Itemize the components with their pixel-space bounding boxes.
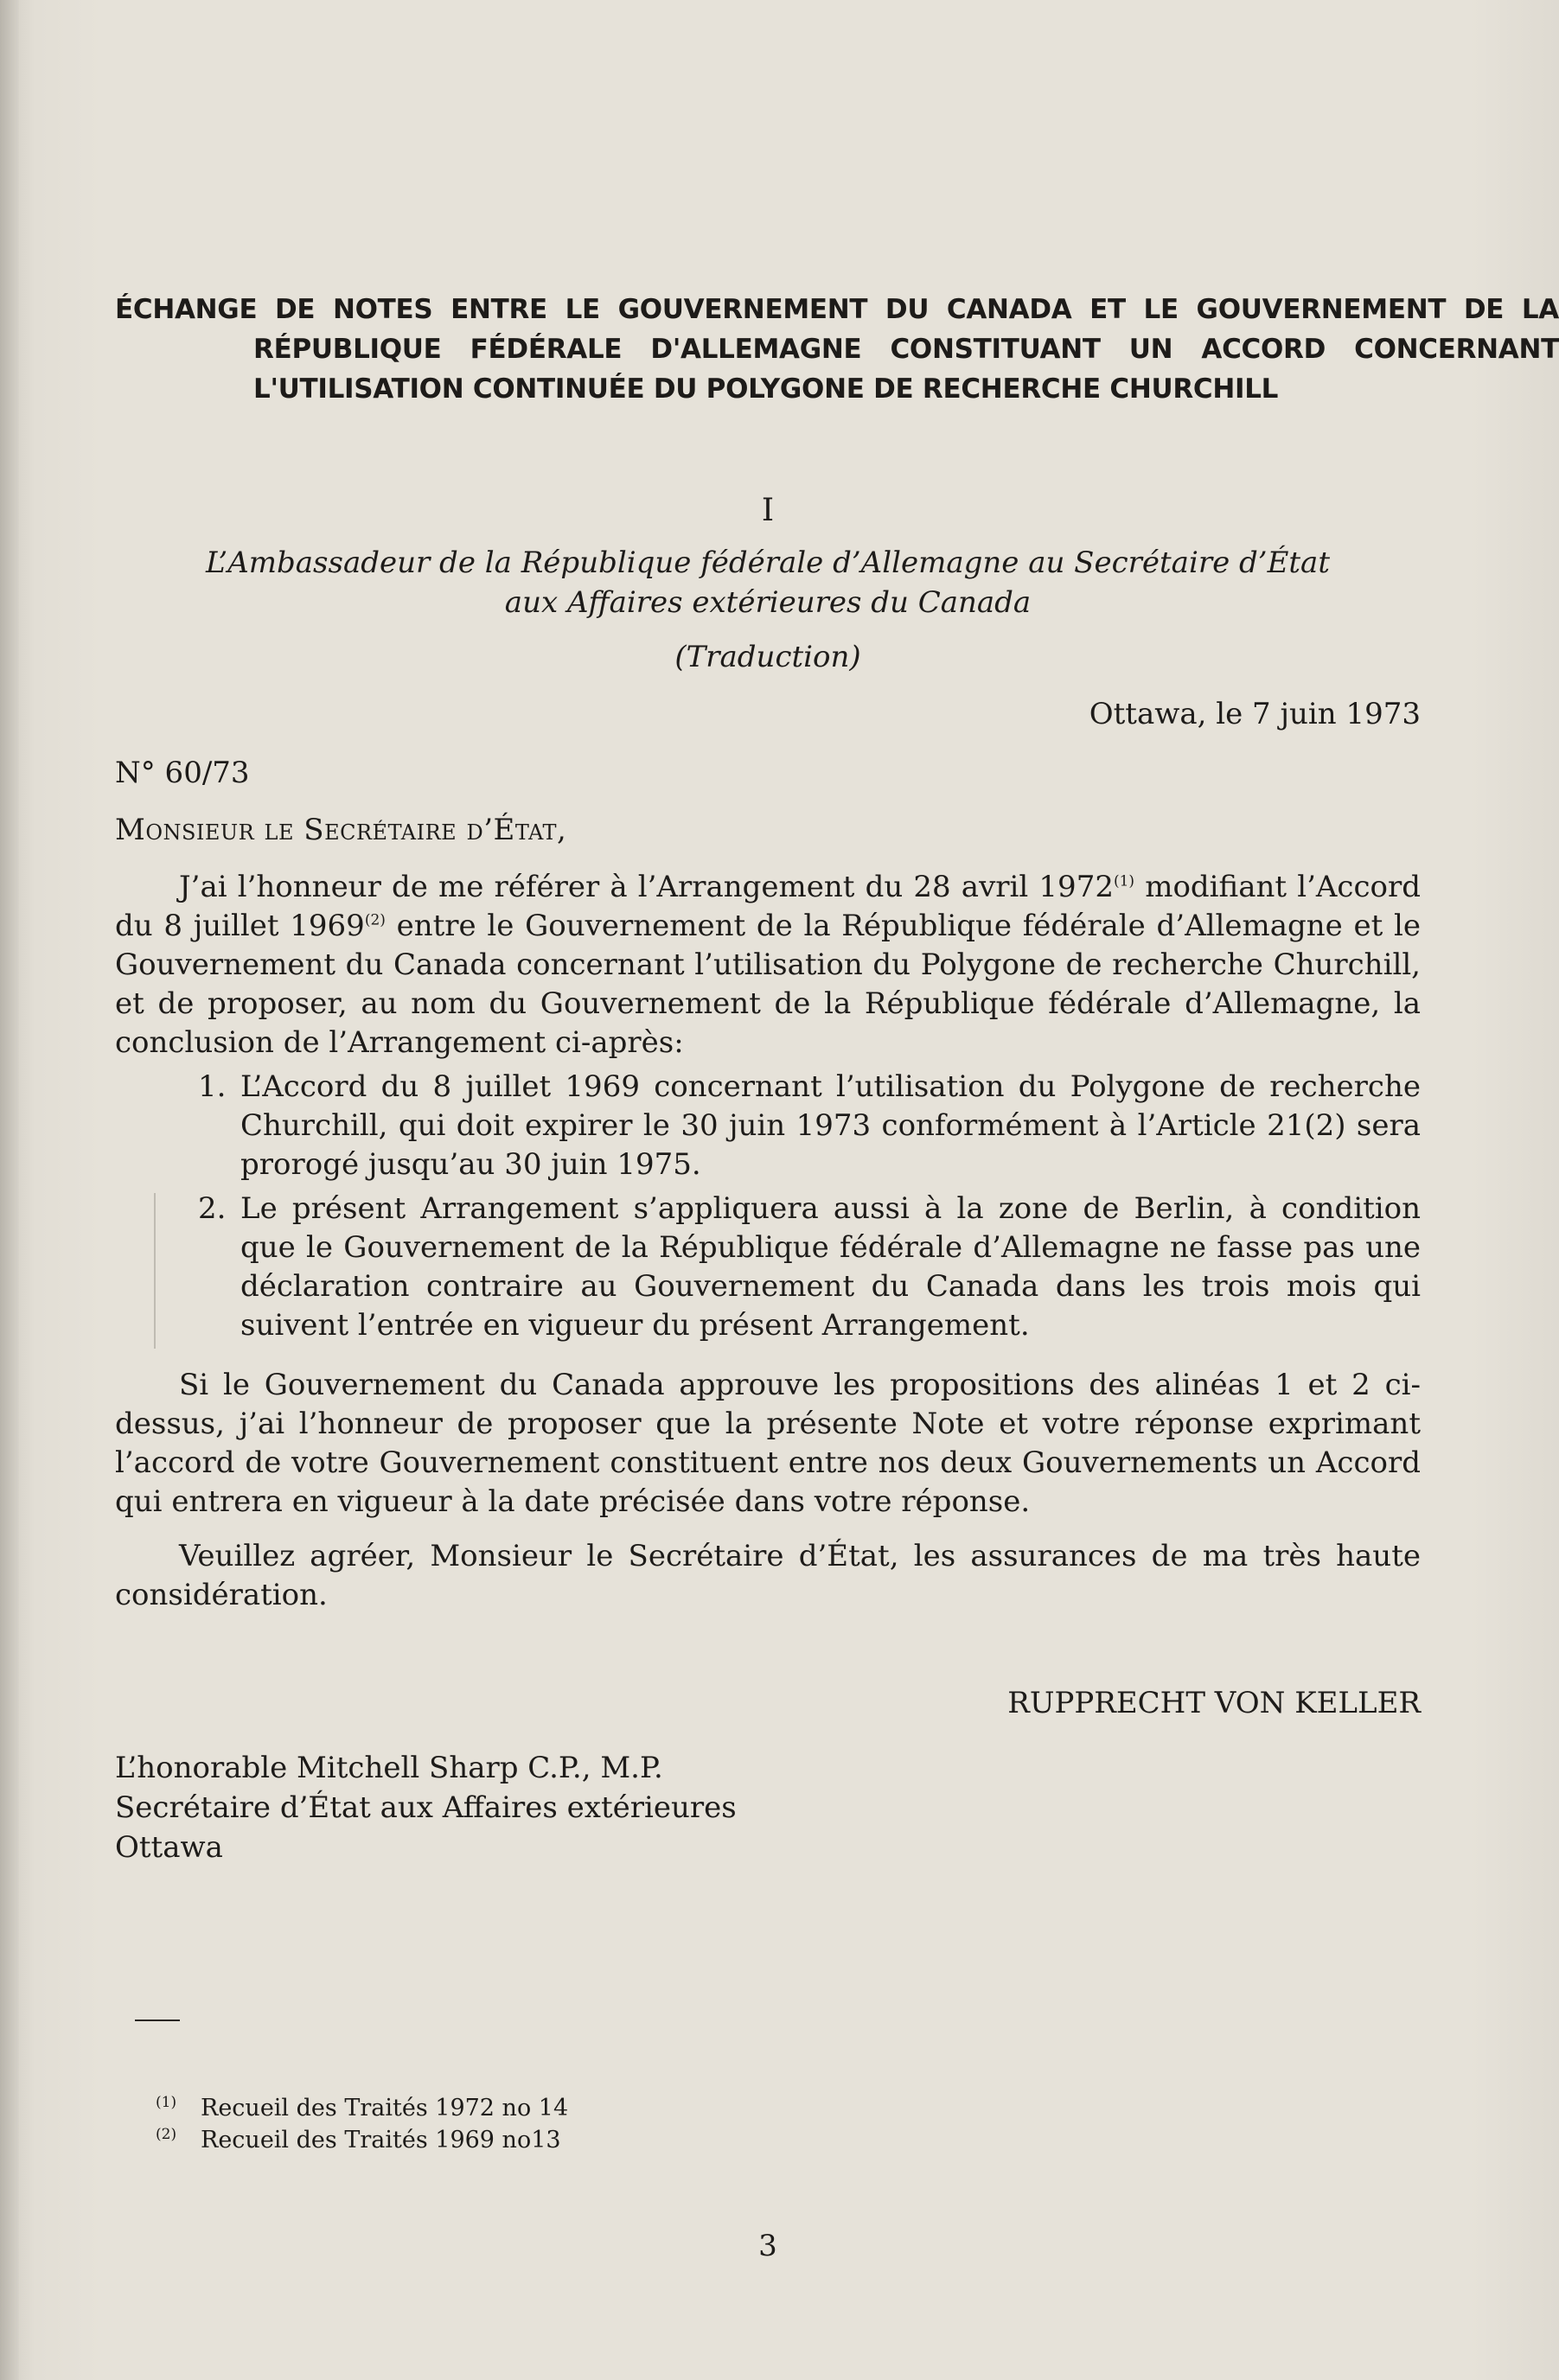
footnote: (2) Recueil des Traités 1969 no13 bbox=[156, 2126, 561, 2153]
letter-body bbox=[115, 868, 1421, 1615]
footnotes bbox=[156, 2092, 934, 2156]
footnote-text: Recueil des Traités 1972 no 14 bbox=[201, 2095, 569, 2122]
footnote-ref: (1) bbox=[1113, 872, 1135, 890]
recipient-line: Ottawa bbox=[115, 1830, 223, 1865]
list-item-number: 2. bbox=[198, 1191, 227, 1226]
list-item bbox=[115, 1068, 1421, 1184]
list-item-number: 1. bbox=[198, 1069, 227, 1104]
addressee-block bbox=[115, 543, 1421, 622]
footnote: (1) Recueil des Traités 1972 no 14 bbox=[156, 2094, 569, 2122]
translation-note: (Traduction) bbox=[674, 640, 861, 674]
page-number: 3 bbox=[758, 2229, 777, 2263]
footnote-divider bbox=[135, 2019, 180, 2021]
footnote-text: Recueil des Traités 1969 no13 bbox=[201, 2127, 561, 2153]
paragraph: J’ai l’honneur de me référer à l’Arrangement du 28 avril 1972$^{(1)}$ modifiant l’Accord du 8 juillet 1969$^{(2)}$ entre le Gouvernement de la République fédérale d’Allemagne et le Gouvernement du Canada concernant l’utilisation du Polygone de recherche Churchill, et de proposer, au nom du Gouvernement de la République fédérale d’Allemagne, la conclusion de l’Arrangement ci-après: bbox=[115, 870, 1422, 1060]
addressee-line: aux Affaires extérieures du Canada bbox=[504, 585, 1032, 620]
list-item bbox=[115, 1190, 1421, 1345]
salutation: Monsieur le Secrétaire d’État, bbox=[115, 813, 567, 847]
footnote-ref: (2) bbox=[364, 911, 386, 929]
section-number: I bbox=[761, 493, 775, 528]
recipient-line: Secrétaire d’État aux Affaires extérieures bbox=[115, 1790, 737, 1825]
signature: RUPPRECHT VON KELLER bbox=[1007, 1686, 1421, 1720]
numbered-list bbox=[115, 1068, 1421, 1345]
paragraph: Veuillez agréer, Monsieur le Secrétaire d’État, les assurances de ma très haute considération. bbox=[115, 1539, 1421, 1612]
document-heading: ÉCHANGE DE NOTES ENTRE LE GOUVERNEMENT DU CANADA ET LE GOUVERNEMENT DE LA RÉPUBLIQUE FÉDÉRALE D'ALLEMAGNE CONSTITUANT UN ACCORD CONCERNANT L'UTILISATION CONTINUÉE DU POLYGONE DE RECHERCHE CHURCHILL bbox=[115, 294, 1559, 405]
addressee-line: L’Ambassadeur de la République fédérale d’Allemagne au Secrétaire d’État bbox=[205, 546, 1330, 580]
dateline: Ottawa, le 7 juin 1973 bbox=[1089, 697, 1421, 731]
recipient-block bbox=[115, 1748, 1421, 1867]
paragraph: Si le Gouvernement du Canada approuve les propositions des alinéas 1 et 2 ci-dessus, j’ai l’honneur de proposer que la présente Note et votre réponse exprimant l’accord de votre Gouvernement constituent entre nos deux Gouvernements un Accord qui entrera en vigueur à la date précisée dans votre réponse. bbox=[115, 1368, 1421, 1519]
list-item-text: Le présent Arrangement s’appliquera aussi à la zone de Berlin, à condition que le Gouvernement de la République fédérale d’Allemagne ne fasse pas une déclaration contraire au Gouvernement du Canada dans les trois mois qui suivent l’entrée en vigueur du présent Arrangement. bbox=[240, 1191, 1421, 1343]
reference-number: N° 60/73 bbox=[115, 756, 250, 790]
margin-mark bbox=[154, 1193, 156, 1349]
page-binding-shadow bbox=[0, 0, 19, 2380]
recipient-line: L’honorable Mitchell Sharp C.P., M.P. bbox=[115, 1751, 663, 1785]
list-item-text: L’Accord du 8 juillet 1969 concernant l’utilisation du Polygone de recherche Churchill, qui doit expirer le 30 juin 1973 conformément à l’Article 21(2) sera prorogé jusqu’au 30 juin 1975. bbox=[240, 1069, 1421, 1182]
